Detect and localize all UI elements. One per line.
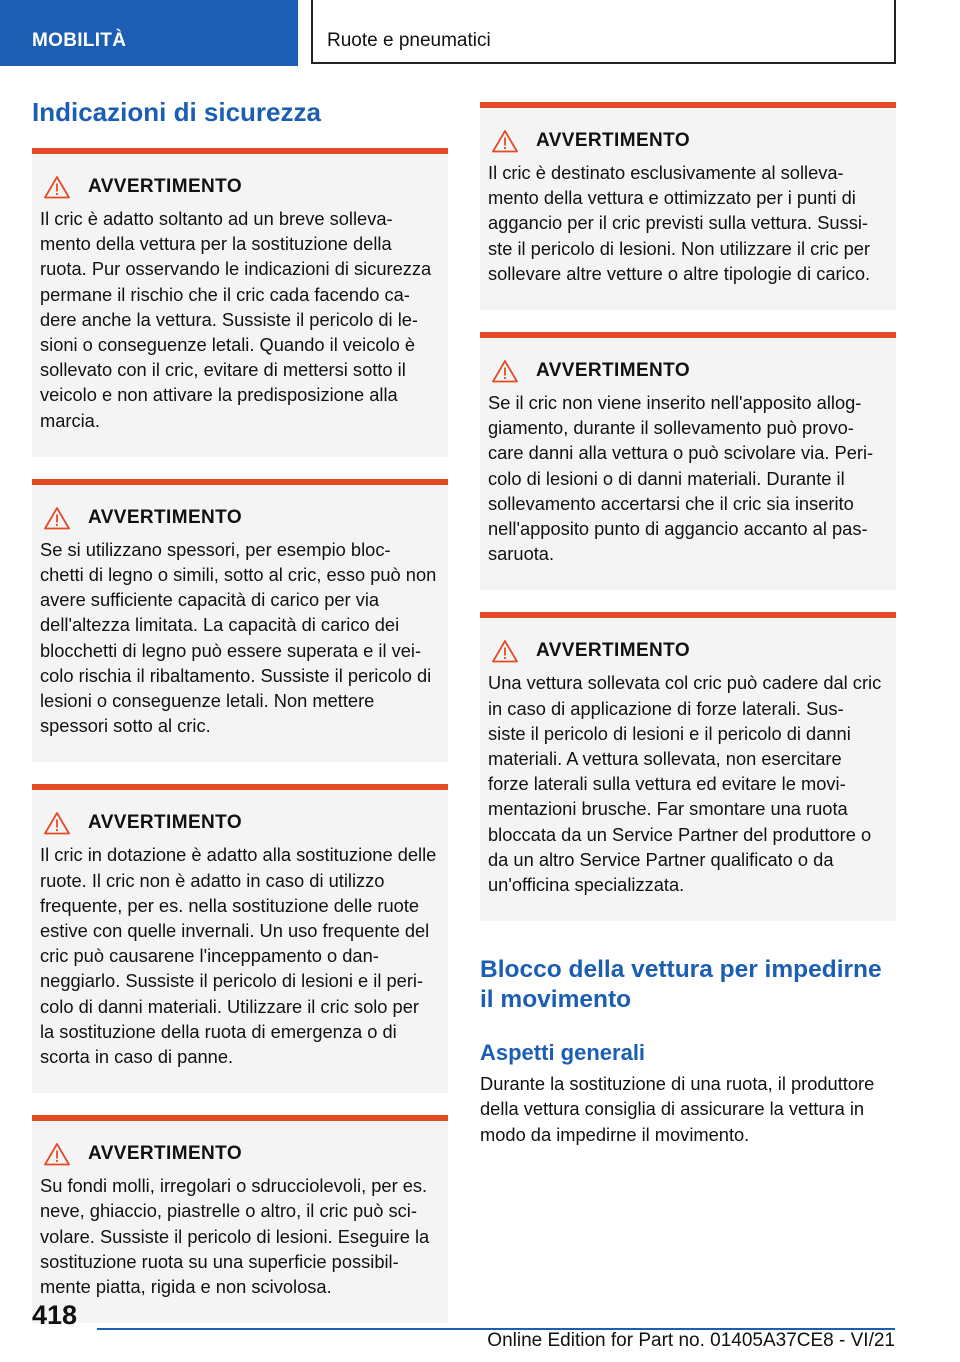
warning-text: Se si utilizzano spessori, per esempio bloc- chetti di legno o simili, sotto al cric, esso può non avere sufficiente capacità di carico per via dell'altezza limitata. La capacità di carico dei blocchetti di legno può essere superata e il vei- colo rischia il ribaltamento. Sussiste il pericolo di lesioni o conseguenze letali. Non mettere spessori sotto al cric. — [40, 538, 437, 737]
warning-title: AVVERTIMENTO — [88, 176, 242, 197]
warning-icon — [492, 129, 518, 153]
warning-title: AVVERTIMENTO — [88, 506, 242, 528]
warning-text: Su fondi molli, irregolari o sdrucciolevoli, per es. neve, ghiaccio, piastrelle o altro, il cric può sci- volare. Sussiste il pericolo di lesioni. Eseguire la sostituzione ruota su una superficie possibil- mente piatta, rigida e non scivolosa. — [40, 1175, 430, 1298]
section-title-safety: Indicazioni di sicurezza — [32, 97, 321, 127]
left-column — [32, 96, 448, 1345]
warning-text: Una vettura sollevata col cric può cadere dal cric in caso di applicazione di forze laterali. Sus- siste il pericolo di lesioni e il pericolo di danni materiali. A vettura sollevata, non esercitare forze laterali sulla vettura ed evitare le movi- mentazioni brusche. Far smontare una ruota bloccata da un Service Partner del produttore o da un altro Service Partner qualificato o da un'officina specializzata. — [488, 672, 882, 896]
section-tab: MOBILITÀ — [0, 0, 298, 66]
warning-box — [32, 479, 448, 763]
warning-box — [32, 148, 448, 457]
warning-box — [480, 332, 896, 590]
warning-title: AVVERTIMENTO — [536, 640, 690, 662]
warning-icon — [44, 506, 70, 530]
warning-box — [32, 784, 448, 1093]
footer-edition-text: Online Edition for Part no. 01405A37CE8 - VI/21 — [487, 1330, 895, 1351]
warning-text: Se il cric non viene inserito nell'apposito allog- giamento, durante il sollevamento può provo- care danni alla vettura o può scivolare via. Peri- colo di lesioni o di danni materiali. Durante il sollevamento accertarsi che il cric sia inserito nell'apposito punto di aggancio accanto al pas- saruota. — [488, 392, 874, 565]
warning-box — [480, 102, 896, 310]
warning-title: AVVERTIMENTO — [536, 130, 690, 151]
warning-title: AVVERTIMENTO — [88, 812, 242, 834]
warning-icon — [44, 811, 70, 835]
warning-text: Il cric in dotazione è adatto alla sostituzione delle ruote. Il cric non è adatto in caso di utilizzo frequente, per es. nella sostituzione delle ruote estive con quelle invernali. Un uso frequente del cric può causarene l'inceppamento o dan- neggiarlo. Sussiste il pericolo di lesioni e il peri- colo di danni materiali. Utilizzare il cric solo per la sostituzione della ruota di emergenza o di scorta in caso di panne. — [40, 844, 437, 1068]
warning-icon — [492, 359, 518, 383]
page-header — [0, 0, 960, 66]
chapter-title: Ruote e pneumatici — [311, 0, 896, 64]
warning-box — [32, 1115, 448, 1323]
warning-title: AVVERTIMENTO — [536, 360, 690, 382]
page-number: 418 — [32, 1300, 78, 1330]
warning-icon — [44, 1142, 70, 1166]
body-paragraph: Durante la sostituzione di una ruota, il produttore della vettura consiglia di assicurare la vettura in modo da impedirne il movimento. — [480, 1073, 875, 1145]
warning-text: Il cric è adatto soltanto ad un breve solleva- mento della vettura per la sostituzione della ruota. Pur osservando le indicazioni di sicurezza permane il rischio che il cric cada facendo ca- dere anche la vettura. Sussiste il pericolo di le- sioni o conseguenze letali. Quando il veicolo è sollevato con il cric, evitare di mettersi sotto il veicolo e non attivare la predisposizione alla marcia. — [40, 208, 432, 431]
subsection-title-general: Aspetti generali — [480, 1040, 646, 1066]
warning-text: Il cric è destinato esclusivamente al solleva- mento della vettura e ottimizzato per i punti di aggancio per il cric previsti sulla vettura. Sussi- ste il pericolo di lesioni. Non utilizzare il cric per sollevare altre vetture o altre tipologie di carico. — [488, 162, 871, 284]
warning-box — [480, 612, 896, 921]
warning-icon — [492, 639, 518, 663]
section-title-vehicle-blocking: Blocco della vettura per impedirne il movimento — [480, 956, 882, 1014]
warning-title: AVVERTIMENTO — [88, 1143, 242, 1165]
right-column — [480, 102, 896, 1147]
warning-icon — [44, 175, 70, 199]
